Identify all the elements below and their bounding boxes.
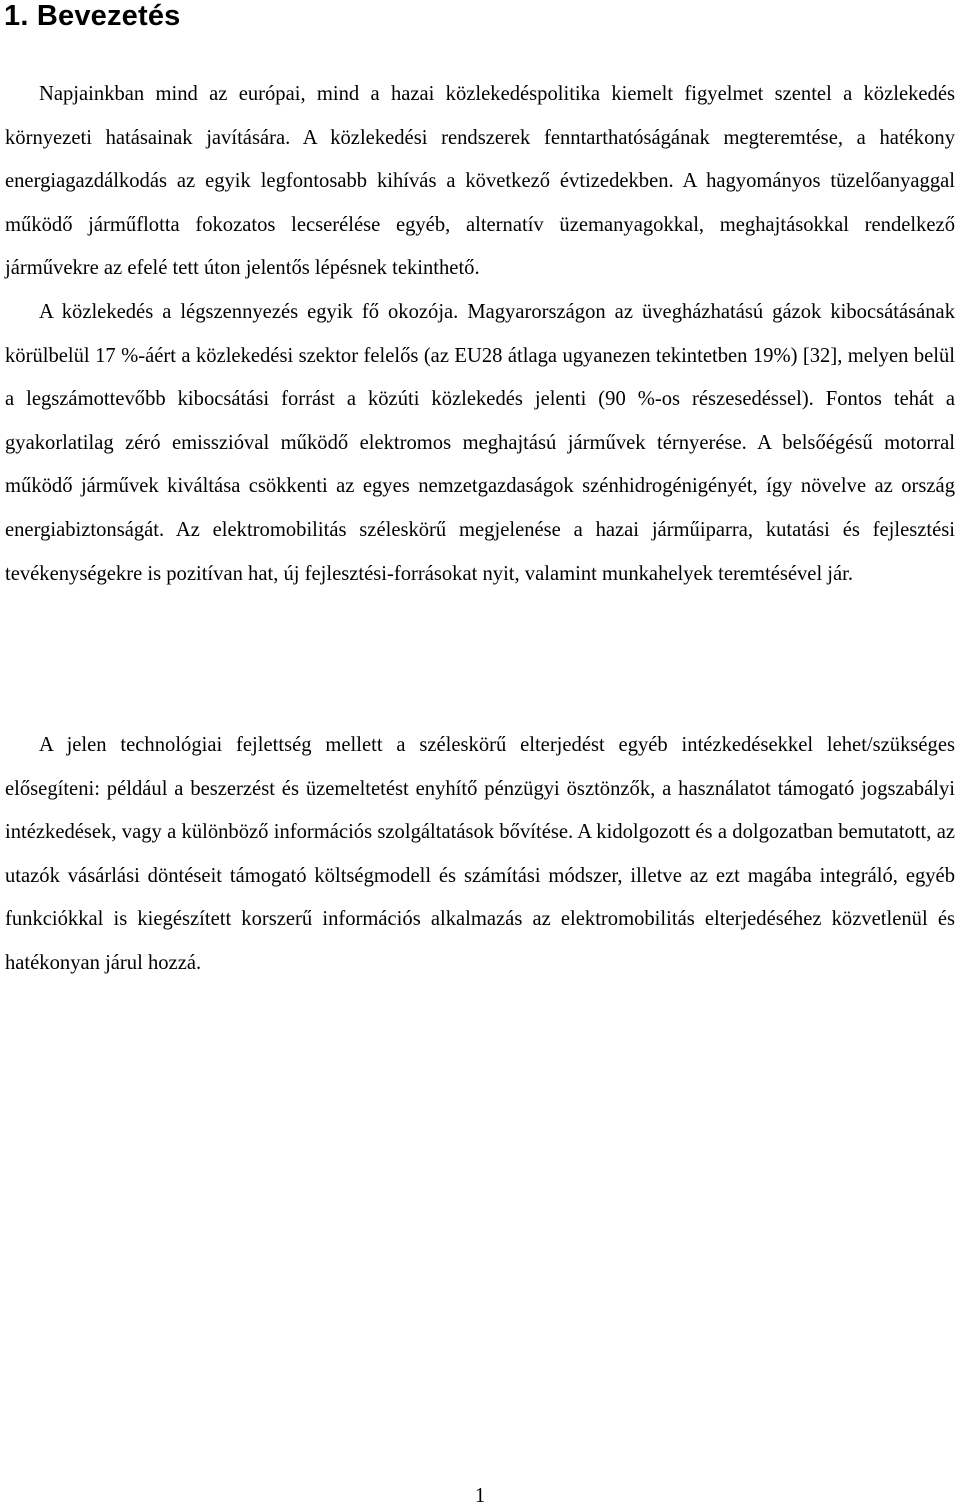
- paragraph-1: Napjainkban mind az európai, mind a hazai közlekedéspolitika kiemelt figyelmet szentel a közlekedés környezeti hatásainak javítására. A közlekedési rendszerek fenntarthatóságának megteremtése, a hatékony energiagazdálkodás az egyik legfontosabb kihívás a következő évtizedekben. A hagyományos tüzelőanyaggal működő járműflotta fokozatos lecserélése egyéb, alternatív üzemanyagokkal, meghajtásokkal rendelkező járművekre az efelé tett úton jelentős lépésnek tekinthető.: [5, 83, 955, 280]
- body-text-block-1: [5, 73, 955, 596]
- section-heading: 1. Bevezetés: [4, 0, 181, 32]
- body-text-block-2: [5, 724, 955, 986]
- paragraph-3: A jelen technológiai fejlettség mellett a széleskörű elterjedést egyéb intézkedésekkel lehet/szükséges elősegíteni: például a beszerzést és üzemeltetést enyhítő pénzügyi ösztönzők, a használatot támogató jogszabályi intézkedések, vagy a különböző információs szolgáltatások bővítése. A kidolgozott és a dolgozatban bemutatott, az utazók vásárlási döntéseit támogató költségmodell és számítási módszer, illetve az ezt magába integráló, egyéb funkciókkal is kiegészített korszerű információs alkalmazás az elektromobilitás elterjedéséhez közvetlenül és hatékonyan járul hozzá.: [5, 734, 955, 974]
- paragraph-2: A közlekedés a légszennyezés egyik fő okozója. Magyarországon az üvegházhatású gázok kibocsátásának körülbelül 17 %-áért a közlekedési szektor felelős (az EU28 átlaga ugyanezen tekintetben 19%) [32], melyen belül a legszámottevőbb kibocsátási forrást a közúti közlekedés jelenti (90 %-os részesedéssel). Fontos tehát a gyakorlatilag zéró emisszióval működő elektromos meghajtású járművek térnyerése. A belsőégésű motorral működő járművek kiváltása csökkenti az egyes nemzetgazdaságok szénhidrogénigényét, így növelve az ország energiabiztonságát. Az elektromobilitás széleskörű megjelenése a hazai járműiparra, kutatási és fejlesztési tevékenységekre is pozitívan hat, új fejlesztési-forrásokat nyit, valamint munkahelyek teremtésével jár.: [5, 300, 955, 585]
- page-number: 1: [474, 1485, 486, 1507]
